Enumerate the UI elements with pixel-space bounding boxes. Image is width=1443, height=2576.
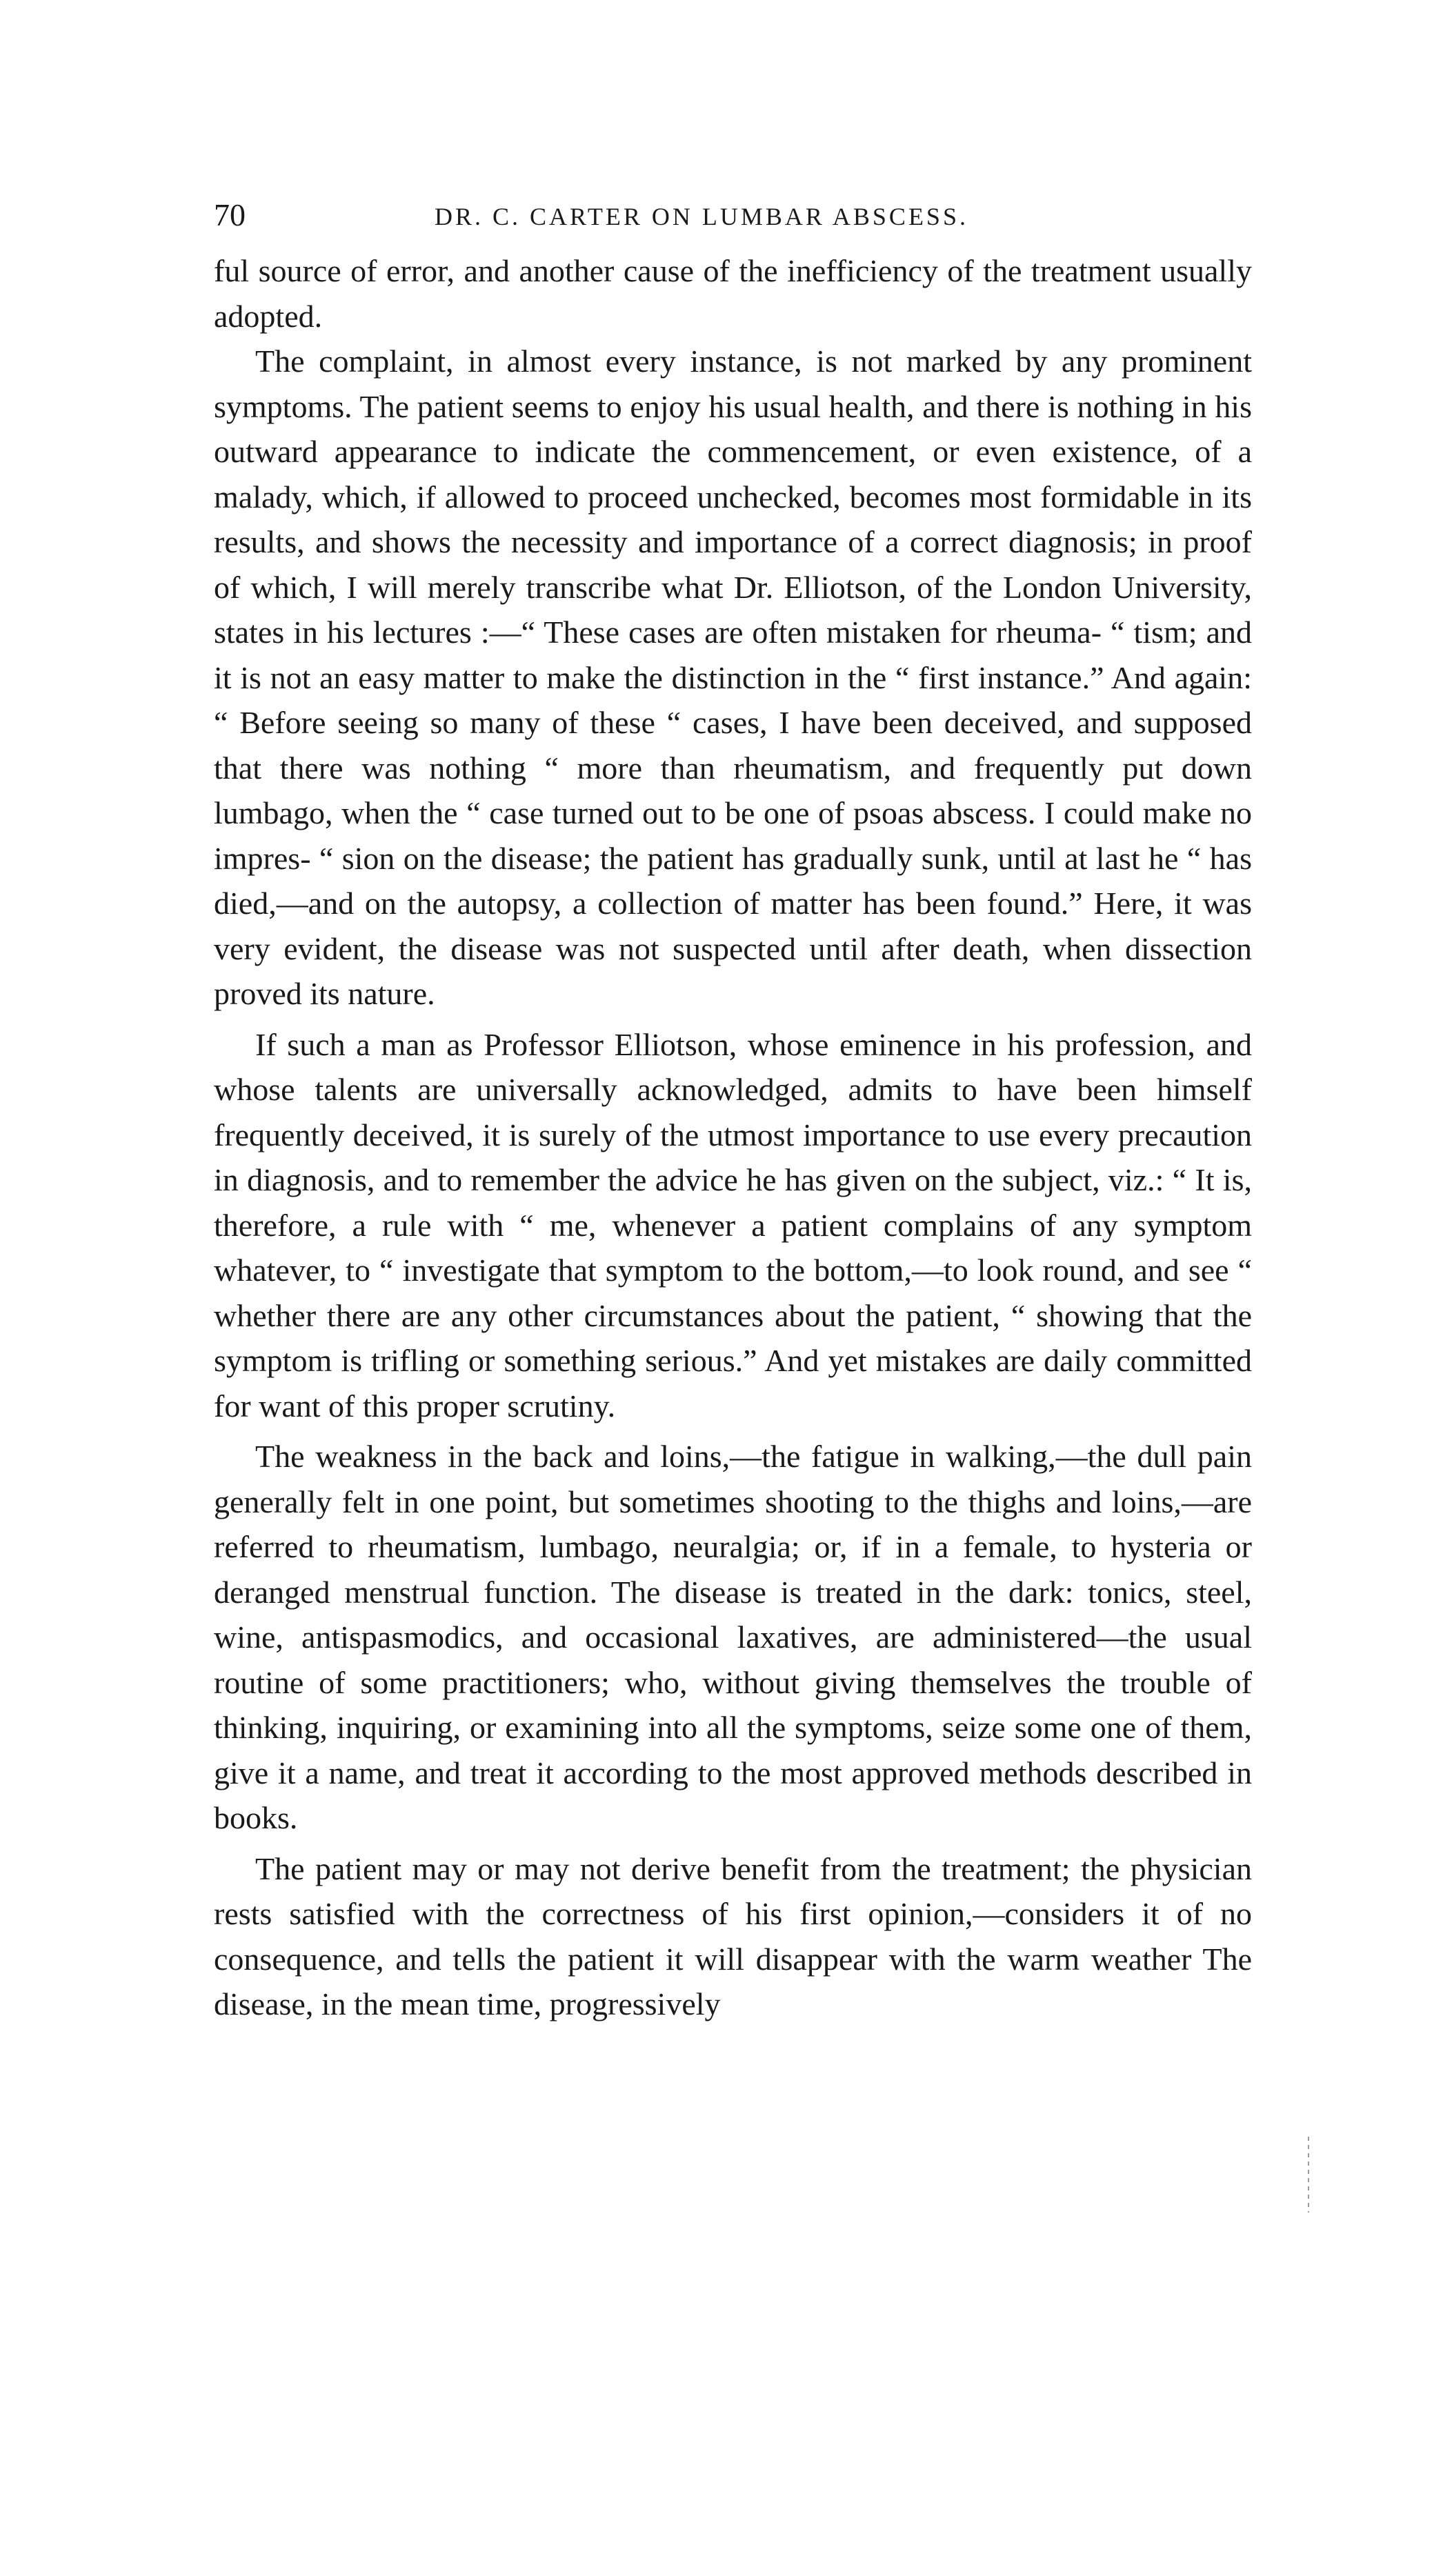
running-head: [214, 194, 1252, 236]
paragraph-treatment: The patient may or may not derive benefit from the treatment; the physician rests satisfied with the correctness of his first opinion,—considers it of no consequence, and tells the patient it will disappear with the warm weather The disease, in the mean time, progressively: [214, 1850, 1252, 2021]
paragraph-continuation: ful source of error, and another cause of the inefficiency of the treatment usually adopted.: [214, 253, 1252, 334]
body-text: [214, 248, 1252, 2027]
running-title: DR. C. CARTER ON LUMBAR ABSCESS.: [435, 203, 968, 230]
paragraph-complaint: The complaint, in almost every instance, is not marked by any prominent symptoms. The patient seems to enjoy his usual health, and there is nothing in his outward appearance to indicate the commencement, or even existence, of a malady, which, if allowed to proceed unchecked, becomes most formidable in its results, and shows the necessity and importance of a correct diagnosis; in proof of which, I will merely transcribe what Dr. Elliotson, of the London University, states in his lectures :—“ These cases are often mistaken for rheuma- “ tism; and it is not an easy matter to make the distinction in the “ first instance.” And again: “ Before seeing so many of these “ cases, I have been deceived, and supposed that there was nothing “ more than rheumatism, and frequently put down lumbago, when the “ case turned out to be one of psoas abscess. I could make no impres- “ sion on the disease; the patient has gradually sunk, until at last he “ has died,—and on the autopsy, a collection of matter has been found.” Here, it was very evident, the disease was not suspected until after death, when dissection proved its nature.: [214, 343, 1252, 1011]
page-number: 70: [214, 197, 246, 232]
paragraph-elliotson: If such a man as Professor Elliotson, whose eminence in his profession, and whose talents are universally acknowledged, admits to have been himself frequently deceived, it is surely of the utmost importance to use every precaution in diagnosis, and to remember the advice he has given on the subject, viz.: “ It is, therefore, a rule with “ me, whenever a patient complains of any symptom whatever, to “ investigate that symptom to the bottom,—to look round, and see “ whether there are any other circumstances about the patient, “ showing that the symptom is trifling or something serious.” And yet mistakes are daily committed for want of this proper scrutiny.: [214, 1026, 1252, 1424]
margin-mark: [1308, 2137, 1309, 2213]
paragraph-weakness: The weakness in the back and loins,—the fatigue in walking,—the dull pain generally felt in one point, but sometimes shooting to the thighs and loins,—are referred to rheumatism, lumbago, neuralgia; or, if in a female, to hysteria or deranged menstrual function. The disease is treated in the dark: tonics, steel, wine, antispasmodics, and occasional laxatives, are administered—the usual routine of some practitioners; who, without giving themselves the trouble of thinking, inquiring, or examining into all the symptoms, seize some one of them, give it a name, and treat it according to the most approved methods described in books.: [214, 1439, 1252, 1835]
